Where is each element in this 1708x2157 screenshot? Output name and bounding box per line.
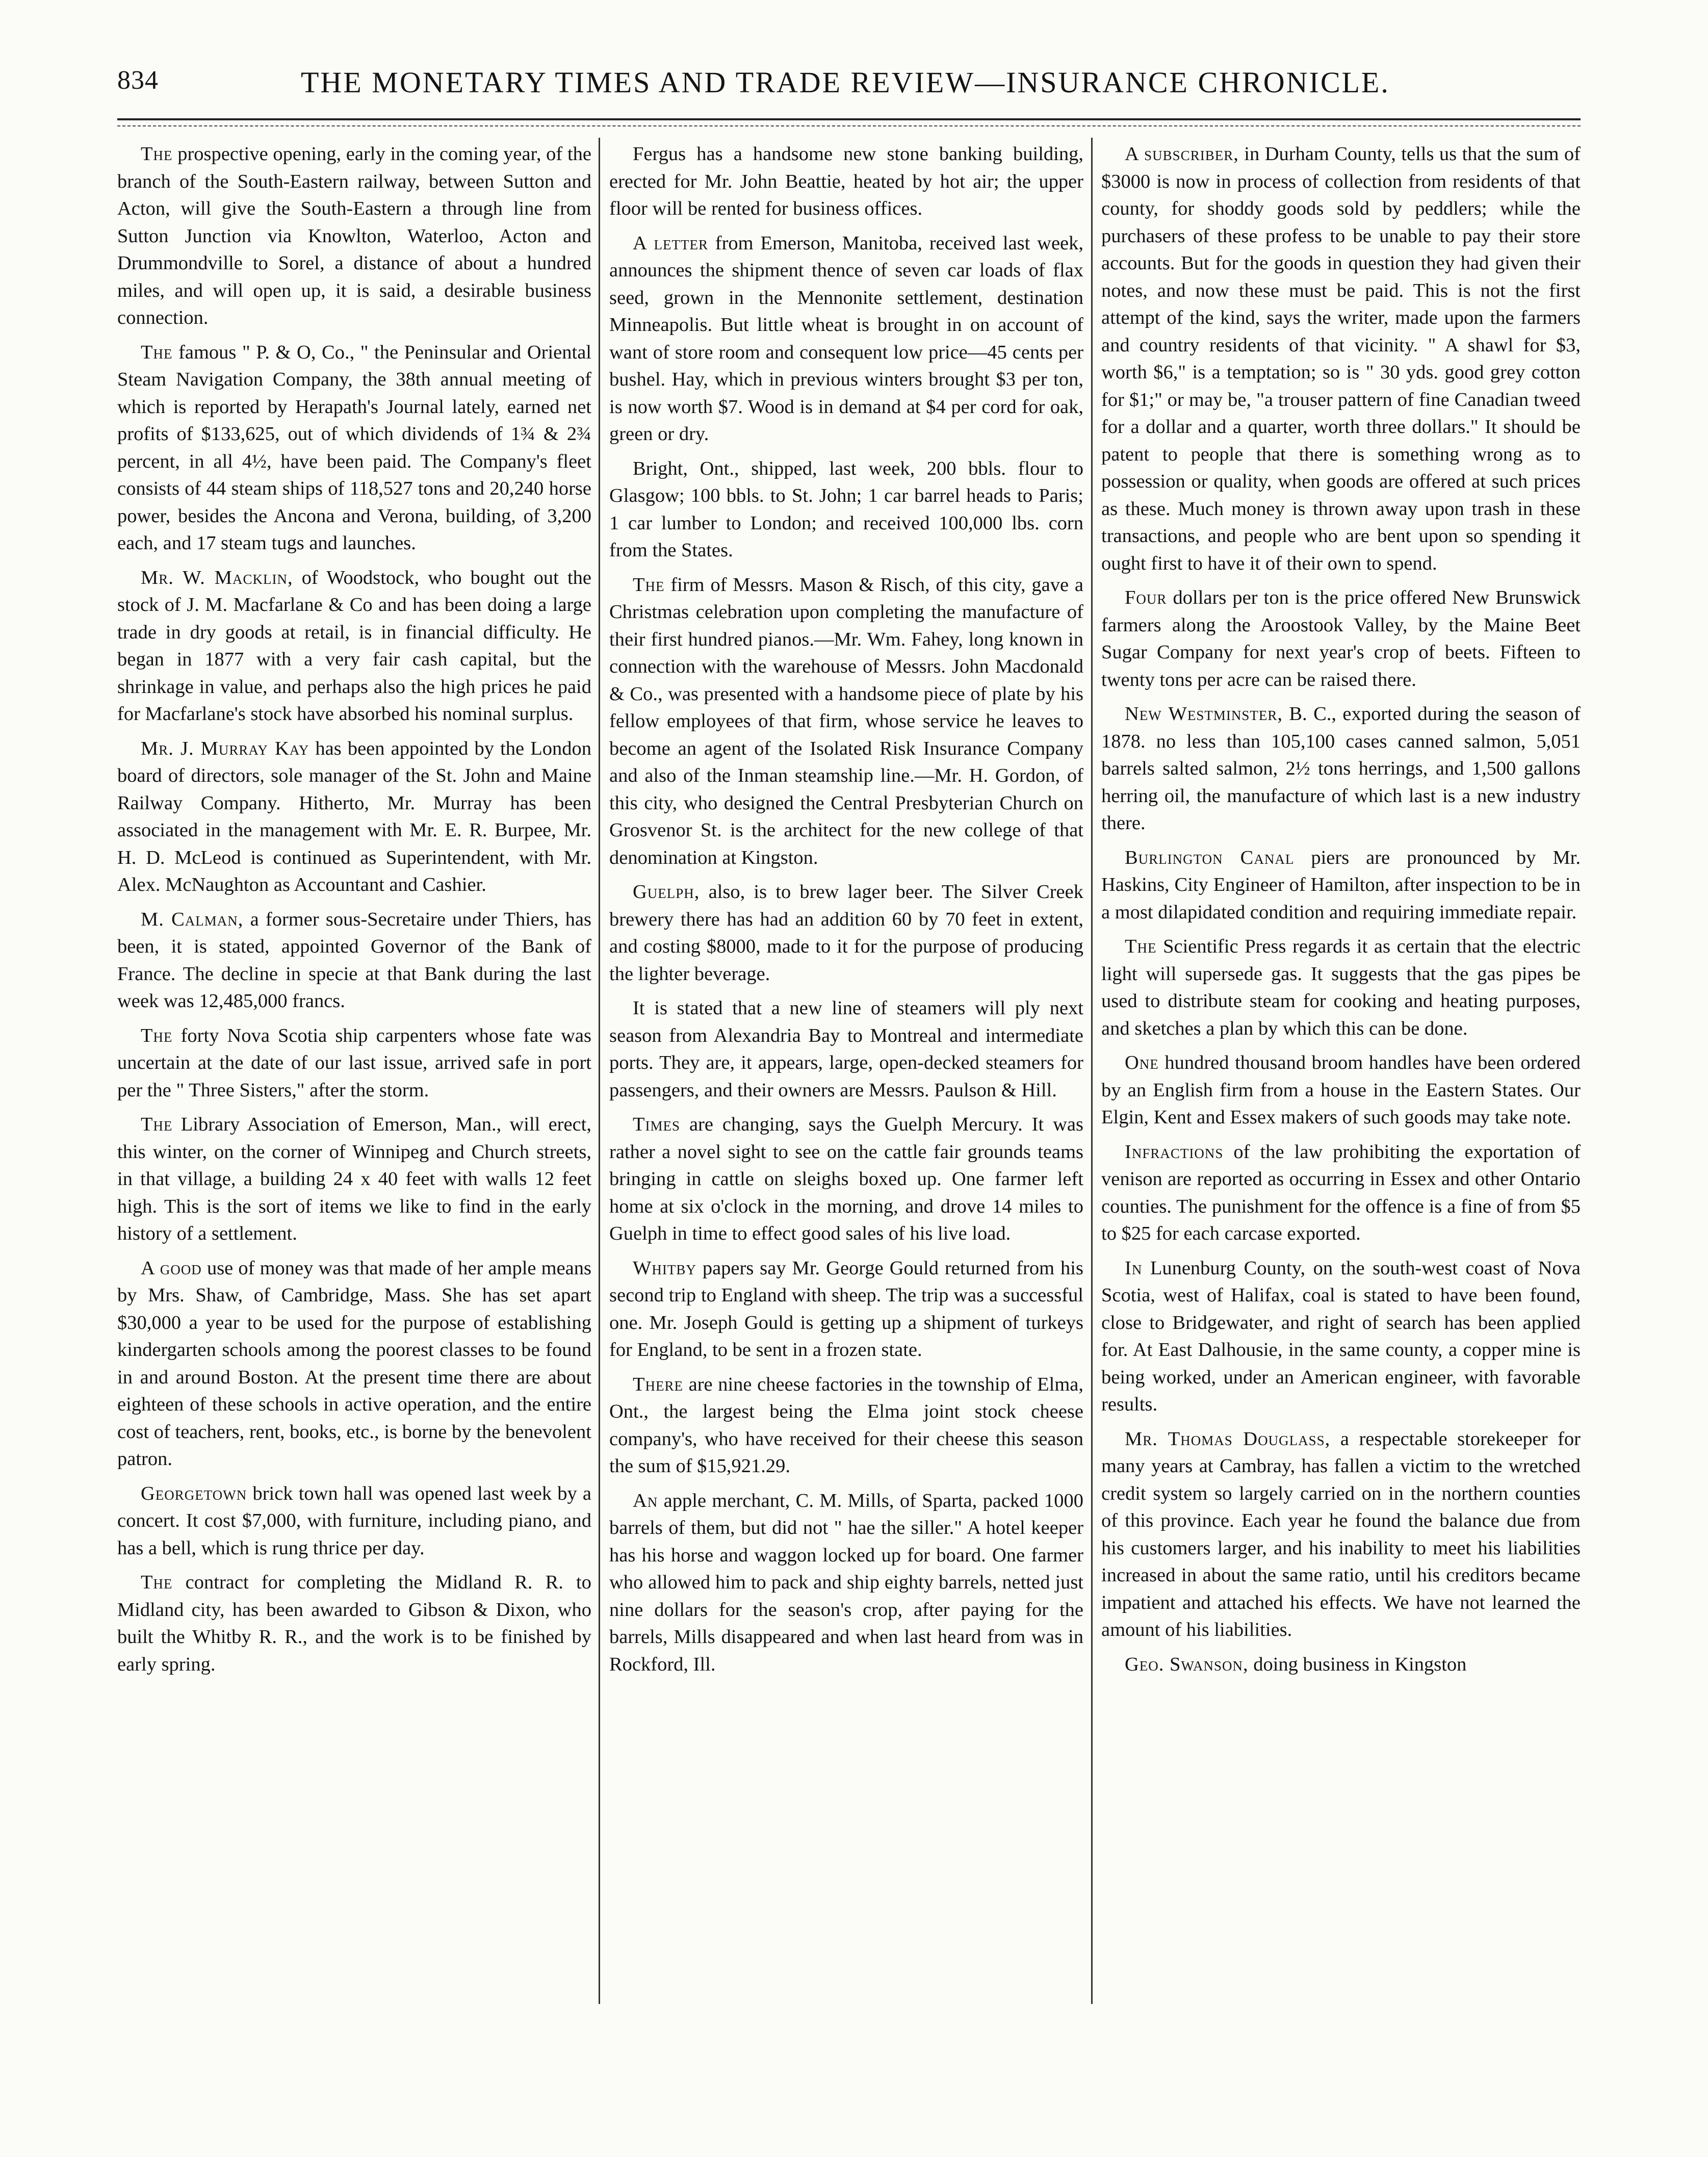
item-lead-words: An <box>633 1490 658 1511</box>
item-body-text: are changing, says the Guelph Mercury. It was rather a novel sight to see on the cattle fair grounds teams bringing in cattle on sleighs boxed up. One farmer left home at six o'clock in the morning, and drove 14 miles to Guelph in time to effect good sales of his live load. <box>609 1114 1083 1244</box>
column-divider <box>599 138 600 2004</box>
item-lead-words: Four <box>1125 587 1167 608</box>
item-lead-words: The <box>1125 936 1157 957</box>
news-item <box>117 1480 591 1562</box>
news-item <box>609 141 1083 223</box>
item-lead-words: The <box>141 1024 173 1046</box>
item-lead-words: There <box>633 1373 684 1395</box>
item-body-text: hundred thousand broom handles have been ordered by an English firm from a house in the Eastern States. Our Elgin, Kent and Essex makers of such goods may take note. <box>1101 1052 1581 1128</box>
news-item <box>609 1487 1083 1679</box>
item-body-text: apple merchant, C. M. Mills, of Sparta, packed 1000 barrels of them, but did not " hae the siller." A hotel keeper has his horse and waggon locked up for board. One farmer who allowed him to pack and ship eighty barrels, netted just nine dollars for the season's crop, after paying for the barrels, Mills disappeared and when last heard from was in Rockford, Ill. <box>609 1490 1083 1675</box>
item-lead-words: In <box>1125 1257 1143 1279</box>
news-item <box>609 572 1083 872</box>
item-lead-words: The <box>141 143 173 165</box>
item-lead-words: A letter <box>633 232 708 254</box>
item-body-text: prospective opening, early in the coming year, of the branch of the South-Eastern railway, between Sutton and Acton, will give the South-Eastern a through line from Sutton Junction via Knowlton, Waterloo, Acton and Drummondville to Sorel, a distance of about a hundred miles, and will open up, it is said, a desirable business connection. <box>117 143 591 328</box>
column-1 <box>117 141 591 2017</box>
item-body-text: Scientific Press regards it as certain that the electric light will supersede gas. It suggests that the gas pipes be used to distribute steam for cooking and heating purposes, and sketches a plan by which this can be done. <box>1101 936 1581 1039</box>
news-item <box>1101 141 1581 577</box>
item-lead-words: The <box>141 1572 173 1593</box>
item-body-text: firm of Messrs. Mason & Risch, of this city, gave a Christmas celebration upon completing the manufacture of their first hundred pianos.—Mr. Wm. Fahey, long known in connection with the warehouse of Messrs. John Macdonald & Co., was presented with a handsome piece of plate by his fellow employees of that firm, whose service he leaves to become an agent of the Isolated Risk Insurance Company and also of the Inman steamship line.—Mr. H. Gordon, of this city, who designed the Central Presbyterian Church on Grosvenor St. is the architect for the new college of that denomination at Kingston. <box>609 574 1083 868</box>
news-item <box>1101 1049 1581 1132</box>
item-body-text: Fergus has a handsome new stone banking building, erected for Mr. John Beattie, heated by hot air; the upper floor will be rented for business offices. <box>609 143 1083 219</box>
item-body-text: Lunenburg County, on the south-west coast of Nova Scotia, west of Halifax, coal is stated to have been found, close to Bridgewater, and right of search has been applied for. At East Dalhousie, in the same county, a copper mine is being worked, under an American engineer, with favorable results. <box>1101 1257 1581 1415</box>
news-item <box>609 879 1083 988</box>
item-lead-words: A subscriber, <box>1125 143 1239 165</box>
item-lead-words: New Westminster, <box>1125 703 1283 725</box>
news-item <box>1101 844 1581 927</box>
news-item <box>117 906 591 1015</box>
header-rule-dashed <box>117 125 1581 126</box>
item-lead-words: Mr. J. Murray Kay <box>141 737 309 759</box>
item-lead-words: The <box>141 1114 173 1135</box>
news-item <box>117 1111 591 1248</box>
column-3 <box>1101 141 1581 2017</box>
item-body-text: piers are pronounced by Mr. Haskins, City Engineer of Hamilton, after inspection to be in a most dilapidated condition and requiring immediate repair. <box>1101 846 1581 923</box>
item-body-text: a respectable storekeeper for many years at Cambray, has fallen a victim to the wretched credit system so largely carried on in the northern counties of this province. Each year he found the balance due from his customers larger, and his inability to meet his liabilities increased in about the same ratio, until his creditors became impatient and attached his effects. We have not learned the amount of his liabilities. <box>1101 1428 1581 1640</box>
news-item <box>1101 1651 1581 1679</box>
news-item <box>1101 1139 1581 1248</box>
item-body-text: use of money was that made of her ample means by Mrs. Shaw, of Cambridge, Mass. She has set apart $30,000 a year to be used for the purpose of establishing kindergarten schools among the poorest classes to be found in and around Boston. At the present time there are about eighteen of these schools in active operation, and the entire cost of teachers, rent, books, etc., is borne by the benevolent patron. <box>117 1257 591 1470</box>
item-body-text: Bright, Ont., shipped, last week, 200 bbls. flour to Glasgow; 100 bbls. to St. John; 1 car barrel heads to Paris; 1 car lumber to London; and received 100,000 lbs. corn from the States. <box>609 457 1083 561</box>
item-body-text: brick town hall was opened last week by a concert. It cost $7,000, with furniture, including piano, and has a bell, which is rung thrice per day. <box>117 1482 591 1559</box>
news-item <box>609 1255 1083 1364</box>
news-item <box>117 564 591 728</box>
news-item <box>1101 701 1581 837</box>
item-body-text: doing business in Kingston <box>1248 1653 1467 1675</box>
news-item <box>609 1371 1083 1480</box>
column-divider <box>1091 138 1093 2004</box>
news-item <box>609 1111 1083 1248</box>
item-body-text: also, is to brew lager beer. The Silver Creek brewery there has had an addition 60 by 70 feet in extent, and costing $8000, made to it for the purpose of producing the lighter beverage. <box>609 881 1083 985</box>
item-body-text: dollars per ton is the price offered New Brunswick farmers along the Aroostook Valley, by the Maine Beet Sugar Company for next year's crop of beets. Fifteen to twenty tons per acre can be raised there. <box>1101 587 1581 690</box>
item-body-text: B. C., exported during the season of 1878. no less than 105,100 cases canned salmon, 5,051 barrels salted salmon, 2½ tons herrings, and 1,500 gallons herring oil, the manufacture of which last is a new industry there. <box>1101 703 1581 834</box>
news-item <box>609 230 1083 448</box>
news-item <box>609 995 1083 1104</box>
item-lead-words: Mr. W. Macklin, <box>141 567 293 588</box>
item-lead-words: One <box>1125 1052 1159 1073</box>
item-body-text: famous " P. & O, Co., " the Peninsular and Oriental Steam Navigation Company, the 38th annual meeting of which is reported by Herapath's Journal lately, earned net profits of $133,625, out of which dividends of 1¾ & 2¾ percent, in all 4½, have been paid. The Company's fleet consists of 44 steam ships of 118,527 tons and 20,240 horse power, besides the Ancona and Verona, building, of 3,200 each, and 17 steam tugs and launches. <box>117 341 591 554</box>
news-item <box>1101 584 1581 694</box>
column-2 <box>609 141 1083 2017</box>
running-title: THE MONETARY TIMES AND TRADE REVIEW—INSURANCE CHRONICLE. <box>301 66 1390 99</box>
item-body-text: a former sous-Secretaire under Thiers, has been, it is stated, appointed Governor of the Bank of France. The decline in specie at that Bank during the last week was 12,485,000 francs. <box>117 908 591 1012</box>
item-lead-words: Mr. Thomas Douglass, <box>1125 1428 1331 1450</box>
news-item <box>609 455 1083 564</box>
item-lead-words: The <box>141 341 173 363</box>
item-body-text: from Emerson, Manitoba, received last week, announces the shipment thence of seven car loads of flax seed, grown in the Mennonite settlement, destination Minneapolis. But little wheat is brought in on account of want of store room and consequent low price—45 cents per bushel. Hay, which in previous winters brought $3 per ton, is now worth $7. Wood is in demand at $4 per cord for oak, green or dry. <box>609 232 1083 445</box>
news-item <box>117 339 591 557</box>
news-item <box>117 141 591 332</box>
item-body-text: contract for completing the Midland R. R. to Midland city, has been awarded to Gibson & Dixon, who built the Whitby R. R., and the work is to be finished by early spring. <box>117 1572 591 1675</box>
item-lead-words: A good <box>141 1257 202 1279</box>
item-lead-words: Burlington Canal <box>1125 846 1295 868</box>
news-item <box>1101 1426 1581 1644</box>
item-lead-words: Whitby <box>633 1257 696 1279</box>
item-lead-words: Georgetown <box>141 1482 247 1504</box>
item-lead-words: Guelph, <box>633 881 700 903</box>
item-body-text: in Durham County, tells us that the sum of $3000 is now in process of collection from residents of that county, for shoddy goods sold by peddlers; while the purchasers of these profess to be unable to pay their store accounts. But for the goods in question they had given their notes, and now these must be paid. This is not the first attempt of the kind, says the writer, made upon the farmers and country residents of that vicinity. " A shawl for $3, worth $6," is a temptation; so is " 30 yds. good grey cotton for $1;" or may be, "a trouser pattern of fine Canadian tweed for a dollar and a quarter, worth three dollars." It should be patent to people that there is something wrong as to possession or quality, when goods are offered at such prices as these. Much money is thrown away upon trash in these transactions, and people who are bent upon so spending it ought first to have it of their own to spend. <box>1101 143 1581 574</box>
item-body-text: It is stated that a new line of steamers will ply next season from Alexandria Bay to Montreal and intermediate ports. They are, it appears, large, open-decked steamers for passengers, and their owners are Messrs. Paulson & Hill. <box>609 997 1083 1101</box>
news-item <box>1101 933 1581 1042</box>
page-number: 834 <box>117 66 159 95</box>
item-lead-words: Geo. Swanson, <box>1125 1653 1249 1675</box>
news-item <box>117 735 591 899</box>
item-body-text: of Woodstock, who bought out the stock of J. M. Macfarlane & Co and has been doing a large trade in dry goods at retail, is in financial difficulty. He began in 1877 with a very fair cash capital, but the shrinkage in value, and perhaps also the high prices he paid for Macfarlane's stock have absorbed his nominal surplus. <box>117 567 591 725</box>
item-lead-words: The <box>633 574 665 596</box>
news-item <box>117 1255 591 1473</box>
item-body-text: papers say Mr. George Gould returned from his second trip to England with sheep. The trip was a successful one. Mr. Joseph Gould is getting up a shipment of turkeys for England, to be sent in a frozen state. <box>609 1257 1083 1360</box>
news-item <box>1101 1255 1581 1419</box>
item-lead-words: Infractions <box>1125 1141 1224 1163</box>
item-body-text: Library Association of Emerson, Man., will erect, this winter, on the corner of Winnipeg and Church streets, in that village, a building 24 x 40 feet with walls 12 feet high. This is the sort of items we like to find in the early history of a settlement. <box>117 1114 591 1244</box>
item-body-text: of the law prohibiting the exportation of venison are reported as occurring in Essex and other Ontario counties. The punishment for the offence is a fine of from $5 to $25 for each carcase exported. <box>1101 1141 1581 1244</box>
item-body-text: are nine cheese factories in the township of Elma, Ont., the largest being the Elma joint stock cheese company's, who have received for their cheese this season the sum of $15,921.29. <box>609 1373 1083 1477</box>
news-item <box>117 1022 591 1105</box>
news-item <box>117 1569 591 1678</box>
item-body-text: has been appointed by the London board of directors, sole manager of the St. John and Maine Railway Company. Hitherto, Mr. Murray has been associated in the management with Mr. E. R. Burpee, Mr. H. D. McLeod is continued as Superintendent, with Mr. Alex. McNaughton as Accountant and Cashier. <box>117 737 591 895</box>
item-lead-words: Times <box>633 1114 681 1135</box>
header-rule <box>117 118 1581 120</box>
page-header <box>117 65 1581 114</box>
item-body-text: forty Nova Scotia ship carpenters whose fate was uncertain at the date of our last issue, arrived safe in port per the " Three Sisters," after the storm. <box>117 1024 591 1101</box>
item-lead-words: M. Calman, <box>141 908 244 930</box>
